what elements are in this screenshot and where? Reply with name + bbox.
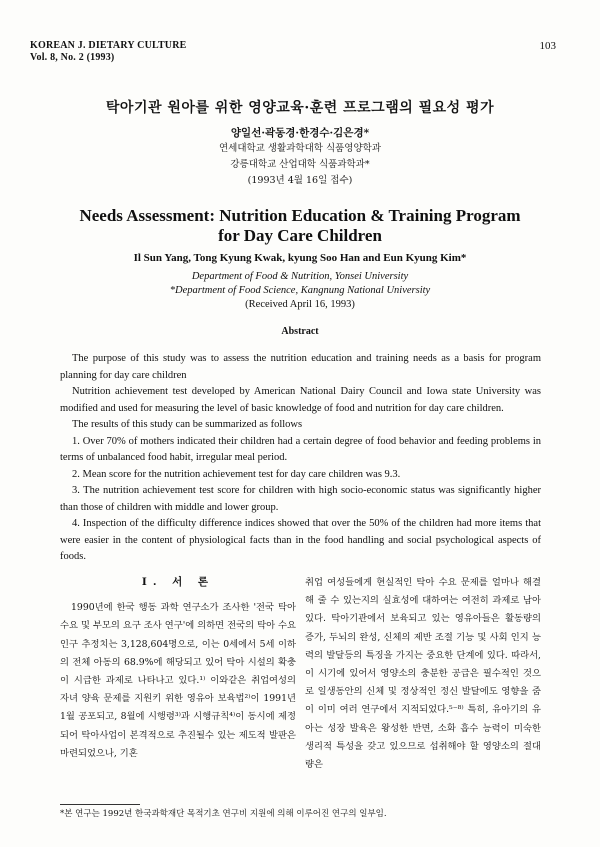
korean-title: 탁아기관 원아를 위한 영양교육·훈련 프로그램의 필요성 평가 — [105, 100, 495, 116]
introduction-paragraph-right: 취업 여성들에게 현실적인 탁아 수요 문제를 얼마나 해결해 줄 수 있는지의 실효성에 대하여는 여전히 과제로 남아 있다. 탁아기관에서 보육되고 있는 영유아들은 활동량의 증가, 두뇌의 완성, 신체의 제반 조절 기능 및 사회 인지 능력의 발달등의 특징을 가지는 중요한 단계에 있다. 따라서, 이 시기에 있어서 영양소의 충분한 공급은 필수적인 것으로 일생동안의 신체 및 정상적인 정신 발달에도 영향을 줌이 이미 여러 연구에서 지적되었다.⁵⁻⁸⁾ 특히, 유아기의 유아는 성장 발육은 왕성한 반면, 소화 흡수 능력이 미숙한 생리적 특성을 갖고 있으므로 섭취해야 할 영양소의 절대량은 — [305, 577, 541, 771]
journal-volume: Vol. 8, No. 2 (1993) — [30, 52, 115, 63]
abstract-result-1: 1. Over 70% of mothers indicated their children had a certain degree of food behavior and feeding problems in terms of unbalanced food habit, irregular meal period. — [60, 435, 541, 463]
page-number: 103 — [539, 40, 556, 52]
abstract-result-2: 2. Mean score for the nutrition achievement test for day care children was 9.3. — [72, 468, 401, 480]
korean-authors: 양일선·곽동경·한경수·김은경* — [230, 127, 370, 139]
introduction-paragraph-left: 1990년에 한국 행동 과학 연구소가 조사한 '전국 탁아 수요 및 부모의 요구 조사 연구'에 의하면 전국의 탁아 수요 인구 추정치는 3,128,604명으로, 이는 0세에서 5세 이하의 전체 아동의 68.9%에 해당되고 있어 탁아 시설의 확충이 시급한 과제로 나타나고 있다.¹⁾ 이와같은 취업여성의 자녀 양육 문제를 지원키 위한 영유아 보육법²⁾이 1991년 1월 공포되고, 8월에 시행령³⁾과 시행규칙⁴⁾이 동시에 제정되어 탁아사업이 본격적으로 추진될수 있는 제도적 발판은 마련되었으나, 기혼 — [60, 602, 296, 759]
korean-affiliation-1: 연세대학교 생활과학대학 식품영양학과 — [218, 143, 382, 154]
korean-received-date: (1993년 4월 16일 접수) — [247, 175, 353, 186]
running-head — [30, 40, 187, 64]
english-title-line-2: for Day Care Children — [218, 226, 382, 245]
abstract-paragraph: The purpose of this study was to assess the nutrition education and training needs as a basis for program planning for day care children — [60, 353, 541, 381]
english-received-date: (Received April 16, 1993) — [245, 299, 355, 310]
section-heading-introduction: I. 서 론 — [141, 576, 215, 588]
abstract-paragraph: The results of this study can be summarized as follows — [72, 419, 303, 430]
english-affiliation-1: Department of Food & Nutrition, Yonsei University — [191, 271, 409, 282]
english-title-line-1: Needs Assessment: Nutrition Education & Training Program — [79, 206, 521, 225]
journal-name: KOREAN J. DIETARY CULTURE — [30, 40, 187, 51]
abstract-heading: Abstract — [281, 326, 319, 337]
english-authors: Il Sun Yang, Tong Kyung Kwak, kyung Soo Han and Eun Kyung Kim* — [133, 252, 467, 264]
abstract-result-4: 4. Inspection of the difficulty difference indices showed that over the 50% of the children had more items that were easier in the content of physiological facts than in the food handling and social psychological aspects of foods. — [60, 518, 541, 562]
korean-affiliations — [0, 141, 600, 189]
korean-affiliation-2: 강릉대학교 산업대학 식품과학과* — [230, 159, 370, 170]
abstract-body — [60, 351, 541, 566]
abstract-result-3: 3. The nutrition achievement test score for children with high socio-economic status was significantly higher than those of children with middle and lower group. — [60, 485, 541, 513]
english-title — [0, 206, 600, 246]
english-affiliations — [0, 270, 600, 312]
body-column-left — [60, 573, 296, 763]
footnote-divider — [60, 804, 140, 805]
body-column-right — [305, 574, 541, 774]
abstract-paragraph: Nutrition achievement test developed by American National Dairy Council and Iowa state University was modified and used for measuring the level of basic knowledge of food and nutrition for day care children. — [60, 386, 541, 414]
english-affiliation-2: *Department of Food Science, Kangnung National University — [169, 285, 431, 296]
funding-footnote: *본 연구는 1992년 한국과학재단 목적기초 연구비 지원에 의해 이루어진 연구의 일부임. — [60, 809, 387, 819]
